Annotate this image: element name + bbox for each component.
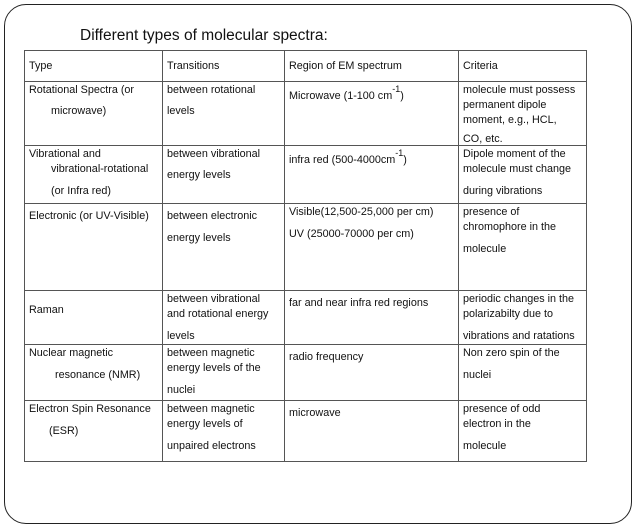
table-header-row	[25, 51, 587, 82]
cell-type: Electron Spin Resonance (ESR)	[25, 401, 163, 462]
cell-transitions: between electronic energy levels	[163, 204, 285, 291]
cell-type: Electronic (or UV-Visible)	[25, 204, 163, 291]
cell-transitions: between vibrational and rotational energy levels	[163, 291, 285, 345]
header-cell-transitions: Transitions	[163, 51, 285, 82]
header-cell-region: Region of EM spectrum	[285, 51, 459, 82]
cell-criteria: presence of chromophore in the molecule	[459, 204, 587, 291]
cell-region: Visible(12,500-25,000 per cm) UV (25000-70000 per cm)	[285, 204, 459, 291]
cell-region: far and near infra red regions	[285, 291, 459, 345]
table-row	[25, 291, 587, 345]
cell-transitions: between magnetic energy levels of unpaired electrons	[163, 401, 285, 462]
cell-criteria: periodic changes in the polarizabilty due to vibrations and ratations	[459, 291, 587, 345]
cell-type: Vibrational and vibrational-rotational (or Infra red)	[25, 146, 163, 204]
table-row	[25, 401, 587, 462]
cell-region: microwave	[285, 401, 459, 462]
cell-criteria: presence of odd electron in the molecule	[459, 401, 587, 462]
spectra-table	[24, 50, 587, 462]
cell-type: Nuclear magnetic resonance (NMR)	[25, 345, 163, 401]
cell-transitions: between magnetic energy levels of the nuclei	[163, 345, 285, 401]
header-cell-criteria: Criteria	[459, 51, 587, 82]
table-row	[25, 146, 587, 204]
cell-criteria: molecule must possess permanent dipole moment, e.g., HCL, CO, etc.	[459, 82, 587, 146]
cell-region: radio frequency	[285, 345, 459, 401]
cell-transitions: between vibrational energy levels	[163, 146, 285, 204]
cell-region: infra red $(500-4000cm^{-1})$	[285, 146, 459, 204]
cell-criteria: Non zero spin of the nuclei	[459, 345, 587, 401]
slide-title: Different types of molecular spectra:	[80, 27, 328, 44]
table-row	[25, 204, 587, 291]
cell-type: Raman	[25, 291, 163, 345]
cell-transitions: between rotational levels	[163, 82, 285, 146]
cell-criteria: Dipole moment of the molecule must change during vibrations	[459, 146, 587, 204]
header-cell-type: Type	[25, 51, 163, 82]
table-row	[25, 82, 587, 146]
table-row	[25, 345, 587, 401]
cell-type: Rotational Spectra (or microwave)	[25, 82, 163, 146]
cell-region: Microwave (1-100 $cm^{-1}$)	[285, 82, 459, 146]
